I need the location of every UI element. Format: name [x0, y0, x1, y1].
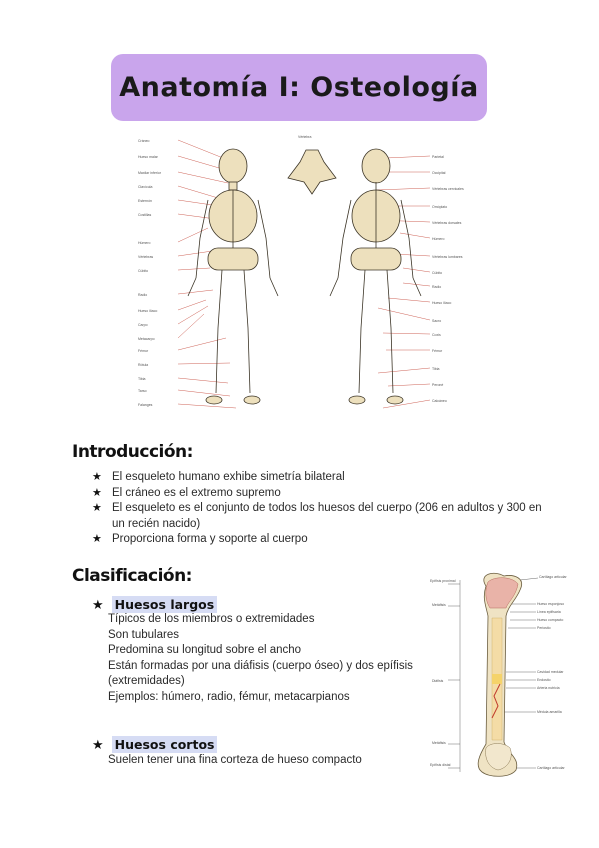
skel-label: Parietal: [432, 155, 444, 159]
skel-label: Occipital: [432, 171, 446, 175]
long-bones-label: Huesos largos: [112, 596, 218, 613]
long-bones-description: [108, 612, 413, 705]
bone-label: Epífisis distal: [430, 763, 451, 767]
star-icon: ★: [92, 736, 104, 752]
skel-label: Carpo: [138, 323, 148, 327]
bone-label: Línea epifisaria: [537, 610, 561, 614]
list-item: ★ El esqueleto humano exhibe simetría bilateral: [92, 470, 542, 486]
star-icon: ★: [92, 502, 102, 514]
text-line: Típicos de los miembros o extremidades: [108, 613, 315, 625]
bone-label: Hueso compacto: [537, 618, 564, 622]
skel-label: Omóplato: [432, 205, 448, 209]
star-icon: ★: [92, 533, 102, 545]
skel-label: Calcáneo: [432, 399, 447, 403]
skel-label: Cráneo: [138, 139, 150, 143]
skel-label: Vértebras lumbares: [432, 255, 463, 259]
short-bones-heading: [92, 736, 217, 753]
skel-label: Hueso ilíaco: [432, 301, 452, 305]
long-bone-illustration: [428, 572, 578, 782]
star-icon: ★: [92, 596, 104, 612]
skel-label: Fémur: [138, 349, 149, 353]
text-line: (extremidades): [108, 675, 185, 687]
skel-label: Peroné: [432, 383, 444, 387]
bone-label: Médula amarilla: [537, 710, 562, 714]
skel-label: Metacarpo: [138, 337, 155, 341]
skel-label: Radio: [432, 285, 442, 289]
skel-label: Clavícula: [138, 185, 153, 189]
bone-label: Periostio: [537, 626, 551, 630]
skel-label: Fémur: [432, 349, 443, 353]
classification-heading: Clasificación:: [72, 566, 192, 586]
text-line: Son tubulares: [108, 628, 179, 641]
bone-label: Arteria nutricia: [537, 686, 560, 690]
intro-list: [92, 470, 542, 548]
skel-label: Maxilar inferior: [138, 171, 161, 175]
bone-label: Cartílago articular: [537, 766, 565, 770]
star-icon: ★: [92, 486, 102, 499]
skel-label: Sacro: [432, 319, 442, 323]
list-item: ★ El cráneo es el extremo supremo: [92, 486, 542, 502]
text-line: Suelen tener una fina corteza de hueso compacto: [108, 754, 362, 766]
skel-label: Vértebras dorsales: [432, 221, 462, 225]
text-line: Están formadas por una diáfisis (cuerpo óseo) y dos epífisis: [108, 659, 413, 672]
skel-label: Vértebras cervicales: [432, 187, 464, 191]
skel-label: Tarso: [138, 389, 147, 393]
skel-label: Cúbito: [138, 269, 149, 273]
skel-label: Tibia: [138, 377, 146, 381]
bone-label: Metáfisis: [432, 603, 446, 607]
bone-label: Hueso esponjoso: [537, 602, 565, 606]
skel-label: Rótula: [138, 363, 149, 367]
skel-label: Hueso malar: [138, 155, 158, 159]
skel-label: Radio: [138, 293, 148, 297]
list-item: ★ El esqueleto es el conjunto de todos los huesos del cuerpo (206 en adultos y 300 en un recién nacido): [92, 502, 542, 530]
skel-label: Costillas: [138, 213, 152, 217]
skel-label: Hueso ilíaco: [138, 309, 158, 313]
skel-label: Esternón: [138, 199, 153, 203]
bone-label: Endostio: [537, 678, 551, 682]
skel-label: Coxis: [432, 333, 441, 337]
skel-label: Cúbito: [432, 271, 443, 275]
intro-heading: Introducción:: [72, 442, 193, 462]
skel-label: Vértebra: [298, 135, 312, 139]
short-bones-description: [108, 753, 362, 769]
bone-label: Diáfisis: [432, 679, 444, 683]
skel-label: Vértebras: [138, 255, 154, 259]
text-line: Predomina su longitud sobre el ancho: [108, 644, 302, 656]
skel-label: Húmero: [432, 237, 445, 241]
bone-label: Cavidad medular: [537, 670, 564, 674]
bone-label: Epífisis proximal: [430, 579, 456, 583]
short-bones-label: Huesos cortos: [112, 736, 218, 753]
skel-label: Tibia: [432, 367, 440, 371]
bone-label: Metáfisis: [432, 741, 446, 745]
skel-label: Húmero: [138, 241, 151, 245]
page-title: Anatomía I: Osteología: [119, 72, 479, 103]
skel-label: Falanges: [138, 403, 153, 407]
long-bones-heading: [92, 596, 217, 613]
title-banner: [111, 54, 487, 121]
skeleton-illustration: [138, 128, 468, 418]
list-item: ★ Proporciona forma y soporte al cuerpo: [92, 532, 542, 548]
bone-label: Cartílago articular: [539, 575, 567, 579]
text-line: Ejemplos: húmero, radio, fémur, metacarpianos: [108, 690, 350, 703]
star-icon: ★: [92, 471, 102, 483]
